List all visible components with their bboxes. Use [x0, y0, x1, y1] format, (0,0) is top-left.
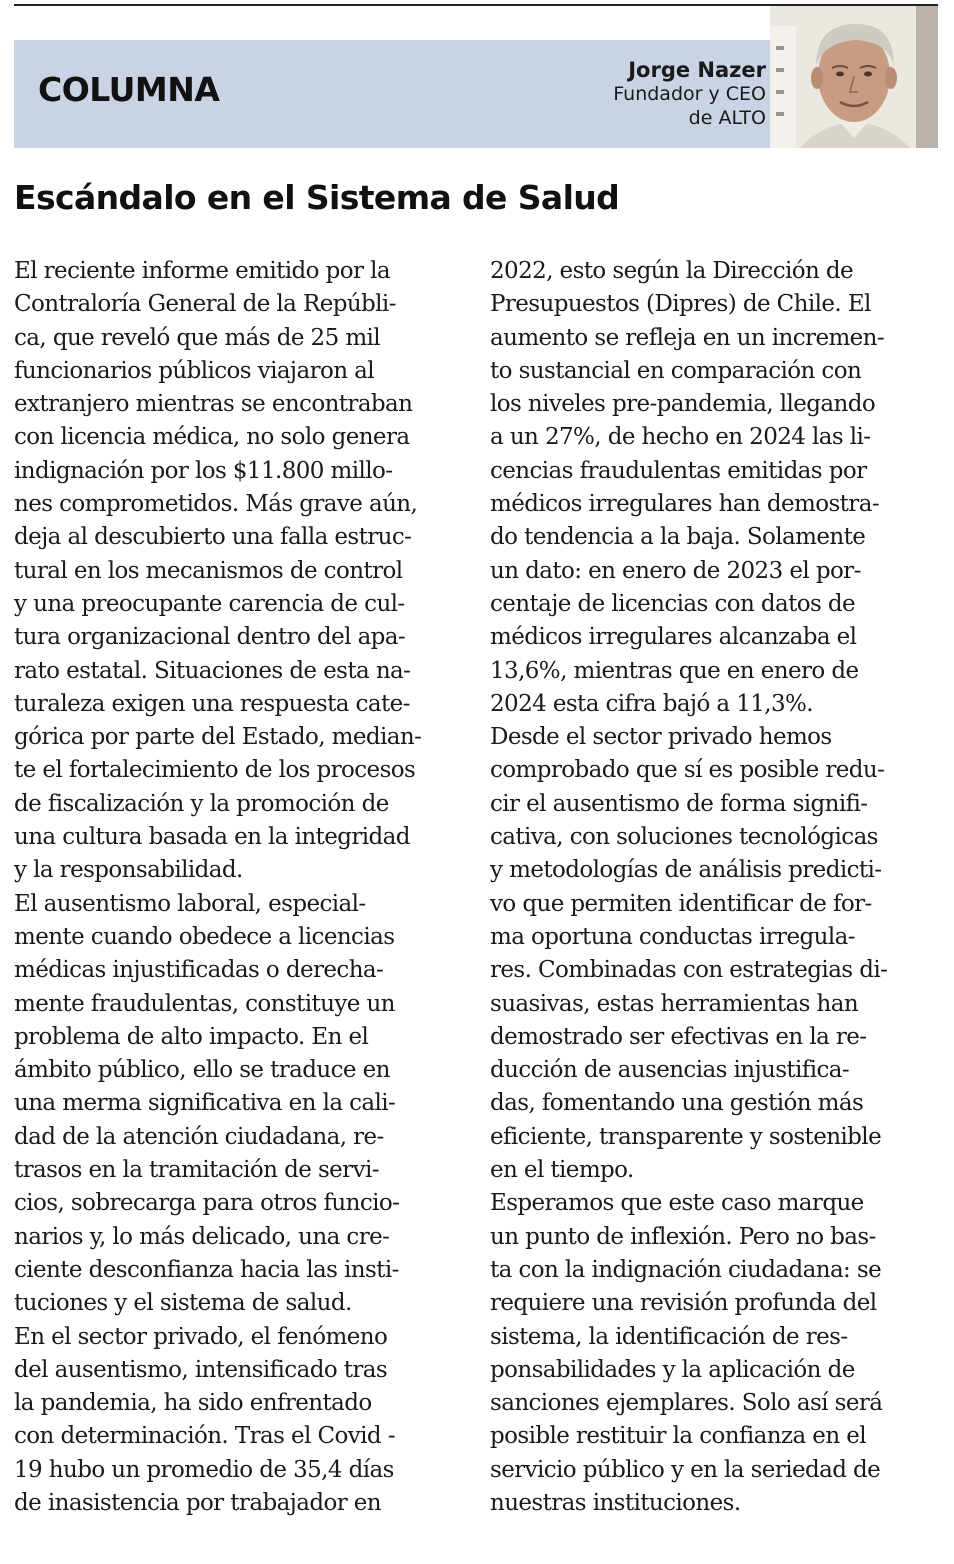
- paragraph: [14, 888, 454, 1321]
- text-line: ma oportuna conductas irregula-: [490, 923, 855, 950]
- text-line: un dato: en enero de 2023 el por-: [490, 557, 861, 584]
- text-line: mente fraudulentas, constituye un: [14, 990, 395, 1017]
- text-line: ciente desconfianza hacia las insti-: [14, 1256, 399, 1283]
- text-line: 19 hubo un promedio de 35,4 días: [14, 1456, 394, 1483]
- text-line: cir el ausentismo de forma signifi-: [490, 790, 868, 817]
- text-line: En el sector privado, el fenómeno: [14, 1323, 388, 1350]
- author-byline: [613, 58, 766, 130]
- paragraph: [490, 255, 930, 721]
- text-line: sistema, la identificación de res-: [490, 1323, 848, 1350]
- text-line: turaleza exigen una respuesta cate-: [14, 690, 410, 717]
- text-line: a un 27%, de hecho en 2024 las li-: [490, 424, 871, 451]
- article-headline: Escándalo en el Sistema de Salud: [14, 178, 620, 217]
- text-line: tura organizacional dentro del apa-: [14, 624, 406, 651]
- text-line: problema de alto impacto. En el: [14, 1023, 369, 1050]
- text-line: Presupuestos (Dipres) de Chile. El: [490, 291, 871, 318]
- text-line: con licencia médica, no solo genera: [14, 424, 410, 451]
- text-line: ámbito público, ello se traduce en: [14, 1057, 390, 1084]
- text-line: del ausentismo, intensificado tras: [14, 1356, 388, 1383]
- text-line: Contraloría General de la Repúbli-: [14, 291, 396, 318]
- paragraph: [490, 1187, 930, 1520]
- text-line: suasivas, estas herramientas han: [490, 990, 859, 1017]
- text-line: una merma significativa en la cali-: [14, 1090, 396, 1117]
- text-line: to sustancial en comparación con: [490, 357, 862, 384]
- text-line: 2022, esto según la Dirección de: [490, 258, 854, 284]
- text-line: ca, que reveló que más de 25 mil: [14, 324, 381, 351]
- paragraph: [14, 255, 454, 888]
- text-line: El reciente informe emitido por la: [14, 258, 390, 284]
- text-line: de fiscalización y la promoción de: [14, 790, 389, 817]
- text-line: médicos irregulares han demostra-: [490, 491, 879, 518]
- text-line: de inasistencia por trabajador en: [14, 1489, 382, 1516]
- text-line: cencias fraudulentas emitidas por: [490, 457, 867, 484]
- text-line: aumento se refleja en un incremen-: [490, 324, 885, 351]
- text-line: deja al descubierto una falla estruc-: [14, 524, 412, 551]
- text-line: 2024 esta cifra bajó a 11,3%.: [490, 690, 814, 717]
- text-line: vo que permiten identificar de for-: [490, 890, 872, 917]
- text-line: y la responsabilidad.: [14, 857, 243, 884]
- author-role: Fundador y CEO: [613, 83, 766, 105]
- author-organization: de ALTO: [688, 107, 766, 129]
- article-column-right: [490, 255, 930, 1520]
- text-line: tural en los mecanismos de control: [14, 557, 403, 584]
- text-line: indignación por los $11.800 millo-: [14, 457, 393, 484]
- text-line: cios, sobrecarga para otros funcio-: [14, 1190, 400, 1217]
- text-line: te el fortalecimiento de los procesos: [14, 757, 416, 784]
- text-line: tuciones y el sistema de salud.: [14, 1290, 352, 1317]
- paragraph: [490, 721, 930, 1187]
- text-line: un punto de inflexión. Pero no bas-: [490, 1223, 876, 1250]
- text-line: una cultura basada en la integridad: [14, 824, 410, 851]
- text-line: con determinación. Tras el Covid -: [14, 1423, 395, 1450]
- text-line: El ausentismo laboral, especial-: [14, 890, 366, 917]
- text-line: médicos irregulares alcanzaba el: [490, 624, 857, 651]
- text-line: requiere una revisión profunda del: [490, 1290, 877, 1317]
- text-line: la pandemia, ha sido enfrentado: [14, 1390, 372, 1417]
- text-line: funcionarios públicos viajaron al: [14, 357, 375, 384]
- section-label: COLUMNA: [38, 70, 220, 109]
- article-column-left: [14, 255, 454, 1520]
- text-line: nuestras instituciones.: [490, 1489, 741, 1516]
- paragraph: [14, 1321, 454, 1521]
- text-line: extranjero mientras se encontraban: [14, 391, 413, 418]
- text-line: posible restituir la confianza en el: [490, 1423, 867, 1450]
- text-line: centaje de licencias con datos de: [490, 590, 856, 617]
- text-line: Esperamos que este caso marque: [490, 1190, 864, 1217]
- text-line: narios y, lo más delicado, una cre-: [14, 1223, 390, 1250]
- author-name: Jorge Nazer: [628, 58, 766, 82]
- text-line: 13,6%, mientras que en enero de: [490, 657, 859, 684]
- text-line: sanciones ejemplares. Solo así será: [490, 1390, 883, 1417]
- text-line: mente cuando obedece a licencias: [14, 923, 395, 950]
- text-line: Desde el sector privado hemos: [490, 724, 832, 751]
- text-line: en el tiempo.: [490, 1157, 634, 1184]
- text-line: ponsabilidades y la aplicación de: [490, 1356, 855, 1383]
- text-line: comprobado que sí es posible redu-: [490, 757, 885, 784]
- text-line: do tendencia a la baja. Solamente: [490, 524, 866, 551]
- text-line: los niveles pre-pandemia, llegando: [490, 391, 876, 418]
- text-line: médicas injustificadas o derecha-: [14, 957, 384, 984]
- author-photo: [770, 6, 938, 148]
- text-line: das, fomentando una gestión más: [490, 1090, 864, 1117]
- text-line: górica por parte del Estado, median-: [14, 724, 422, 751]
- text-line: res. Combinadas con estrategias di-: [490, 957, 888, 984]
- text-line: eficiente, transparente y sostenible: [490, 1123, 882, 1150]
- text-line: trasos en la tramitación de servi-: [14, 1157, 379, 1184]
- text-line: y una preocupante carencia de cul-: [14, 590, 405, 617]
- text-line: demostrado ser efectivas en la re-: [490, 1023, 867, 1050]
- text-line: nes comprometidos. Más grave aún,: [14, 491, 418, 518]
- text-line: servicio público y en la seriedad de: [490, 1456, 881, 1483]
- text-line: cativa, con soluciones tecnológicas: [490, 824, 878, 851]
- text-line: ducción de ausencias injustifica-: [490, 1057, 850, 1084]
- text-line: dad de la atención ciudadana, re-: [14, 1123, 384, 1150]
- text-line: y metodologías de análisis predicti-: [490, 857, 882, 884]
- text-line: rato estatal. Situaciones de esta na-: [14, 657, 411, 684]
- text-line: ta con la indignación ciudadana: se: [490, 1256, 882, 1283]
